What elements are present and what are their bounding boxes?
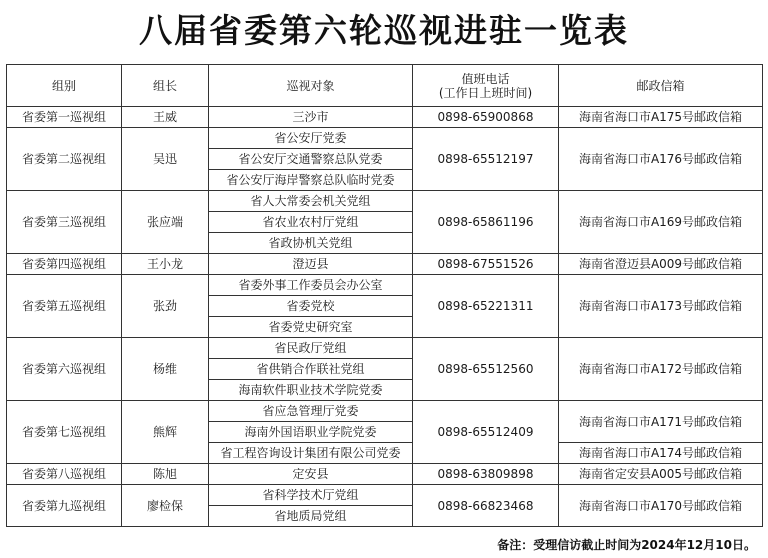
mailbox-cell: 海南省海口市A172号邮政信箱 (559, 338, 763, 401)
target-cell: 省科学技术厅党组 (209, 485, 413, 506)
table-row (7, 254, 763, 275)
phone-cell: 0898-65861196 (413, 191, 559, 254)
leader-cell: 王威 (122, 107, 209, 128)
leader-cell: 吴迅 (122, 128, 209, 191)
leader-cell: 熊辉 (122, 401, 209, 464)
target-cell: 澄迈县 (209, 254, 413, 275)
leader-cell: 张应端 (122, 191, 209, 254)
table-row (7, 275, 763, 296)
mailbox-cell: 海南省定安县A005号邮政信箱 (559, 464, 763, 485)
mailbox-cell: 海南省海口市A173号邮政信箱 (559, 275, 763, 338)
group-cell: 省委第九巡视组 (7, 485, 122, 527)
group-cell: 省委第二巡视组 (7, 128, 122, 191)
group-cell: 省委第五巡视组 (7, 275, 122, 338)
target-cell: 省工程咨询设计集团有限公司党委 (209, 443, 413, 464)
target-cell: 省地质局党组 (209, 506, 413, 527)
phone-cell: 0898-65512560 (413, 338, 559, 401)
table-row (7, 128, 763, 149)
mailbox-cell: 海南省海口市A174号邮政信箱 (559, 443, 763, 464)
target-cell: 省公安厅交通警察总队党委 (209, 149, 413, 170)
table-row (7, 464, 763, 485)
table-row (7, 485, 763, 506)
mailbox-cell: 海南省海口市A175号邮政信箱 (559, 107, 763, 128)
group-cell: 省委第七巡视组 (7, 401, 122, 464)
mailbox-cell: 海南省海口市A170号邮政信箱 (559, 485, 763, 527)
header-leader: 组长 (122, 65, 209, 107)
table-body (7, 107, 763, 527)
target-cell: 省委外事工作委员会办公室 (209, 275, 413, 296)
phone-cell: 0898-63809898 (413, 464, 559, 485)
group-cell: 省委第四巡视组 (7, 254, 122, 275)
leader-cell: 陈旭 (122, 464, 209, 485)
phone-cell: 0898-65900868 (413, 107, 559, 128)
header-phone-line2: (工作日上班时间) (438, 85, 533, 100)
header-group: 组别 (7, 65, 122, 107)
header-mailbox: 邮政信箱 (559, 65, 763, 107)
phone-cell: 0898-67551526 (413, 254, 559, 275)
target-cell: 三沙市 (209, 107, 413, 128)
target-cell: 省应急管理厅党委 (209, 401, 413, 422)
group-cell: 省委第八巡视组 (7, 464, 122, 485)
leader-cell: 杨维 (122, 338, 209, 401)
target-cell: 省农业农村厅党组 (209, 212, 413, 233)
target-cell: 省公安厅海岸警察总队临时党委 (209, 170, 413, 191)
mailbox-cell: 海南省海口市A171号邮政信箱 (559, 401, 763, 443)
phone-cell: 0898-65512409 (413, 401, 559, 464)
target-cell: 省公安厅党委 (209, 128, 413, 149)
target-cell: 省委党校 (209, 296, 413, 317)
target-cell: 海南软件职业技术学院党委 (209, 380, 413, 401)
target-cell: 海南外国语职业学院党委 (209, 422, 413, 443)
group-cell: 省委第六巡视组 (7, 338, 122, 401)
mailbox-cell: 海南省海口市A169号邮政信箱 (559, 191, 763, 254)
header-phone (413, 65, 559, 107)
leader-cell: 廖检保 (122, 485, 209, 527)
group-cell: 省委第一巡视组 (7, 107, 122, 128)
header-phone-line1: 值班电话 (461, 71, 510, 86)
mailbox-cell: 海南省海口市A176号邮政信箱 (559, 128, 763, 191)
target-cell: 省政协机关党组 (209, 233, 413, 254)
target-cell: 定安县 (209, 464, 413, 485)
table-row (7, 107, 763, 128)
inspection-table (6, 64, 763, 527)
phone-cell: 0898-66823468 (413, 485, 559, 527)
header-target: 巡视对象 (209, 65, 413, 107)
table-header-row (7, 65, 763, 107)
table-row (7, 338, 763, 359)
page-title: 八届省委第六轮巡视进驻一览表 (139, 11, 629, 50)
target-cell: 省委党史研究室 (209, 317, 413, 338)
target-cell: 省人大常委会机关党组 (209, 191, 413, 212)
phone-cell: 0898-65512197 (413, 128, 559, 191)
footnote: 备注：受理信访截止时间为2024年12月10日。 (497, 538, 756, 552)
leader-cell: 王小龙 (122, 254, 209, 275)
table-row (7, 401, 763, 422)
phone-cell: 0898-65221311 (413, 275, 559, 338)
leader-cell: 张劲 (122, 275, 209, 338)
target-cell: 省供销合作联社党组 (209, 359, 413, 380)
group-cell: 省委第三巡视组 (7, 191, 122, 254)
target-cell: 省民政厅党组 (209, 338, 413, 359)
mailbox-cell: 海南省澄迈县A009号邮政信箱 (559, 254, 763, 275)
table-row (7, 191, 763, 212)
